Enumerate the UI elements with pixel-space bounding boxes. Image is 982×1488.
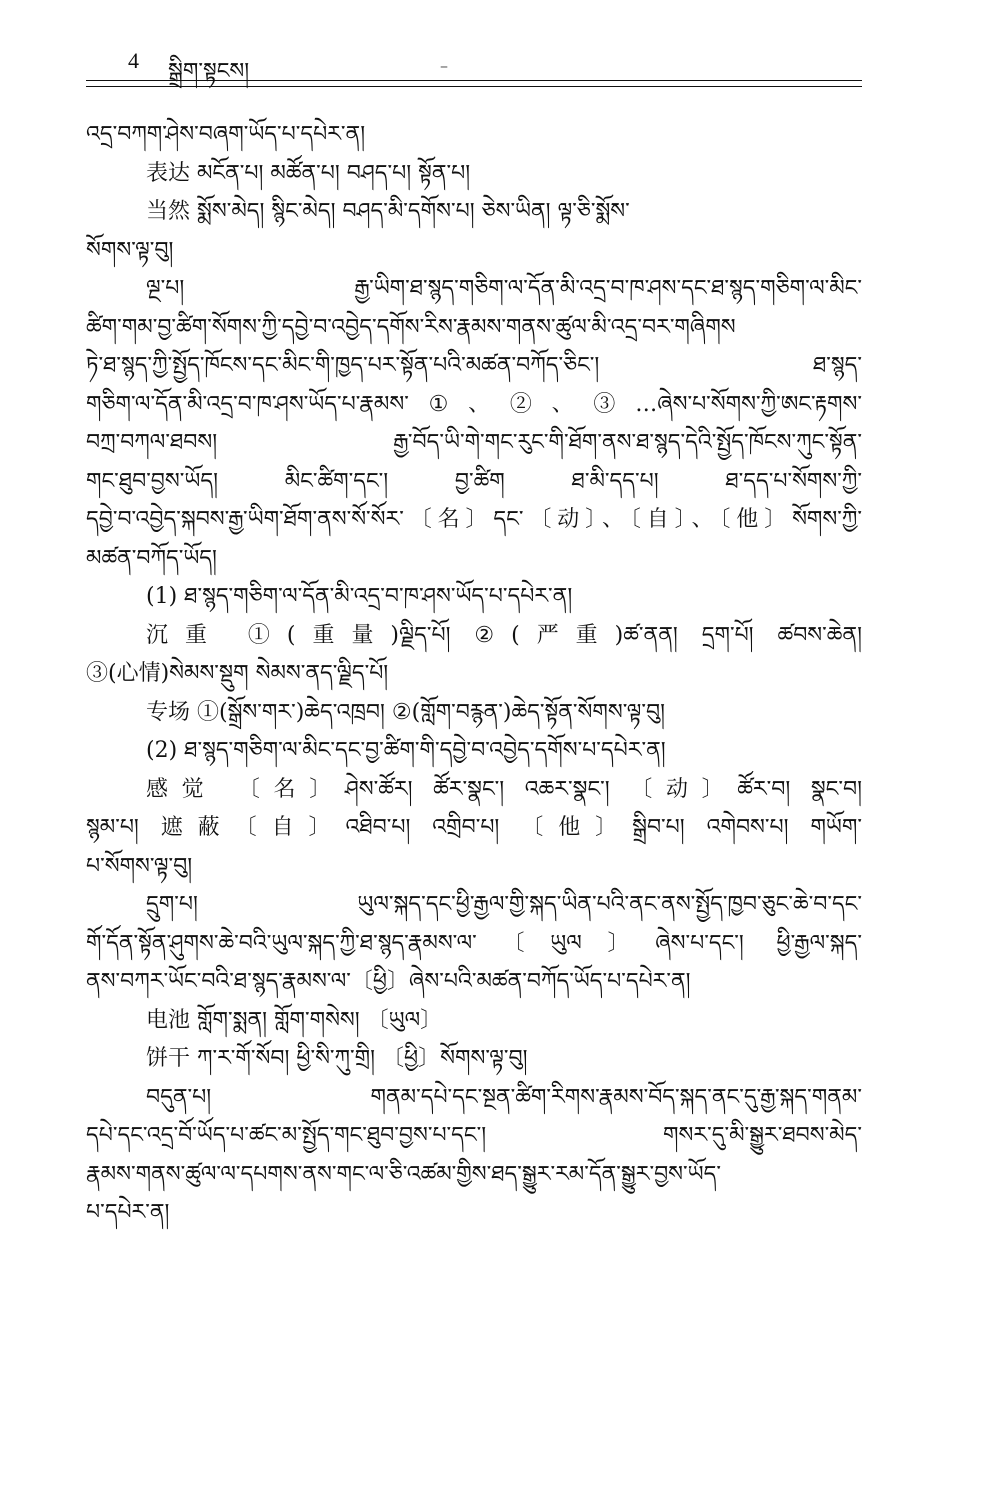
text-line: (1) ཐ་སྙད་གཅིག་ལ་དོན་མི་འདྲ་བ་ཁ་ཤས་ཡོད་པ་དཔེར་ན། xyxy=(146,584,573,609)
text-line: བཀྲ་བཀལ་ཐབས། རྒྱ་བོད་ཡི་གེ་གང་རུང་གི་ཐོག་ནས་ཐ་སྙད་དེའི་སྤྱོད་ཁོངས་ཀུང་སྟོན་ xyxy=(86,430,862,455)
text-line: 感觉 〔名〕ཤེས་ཚོར། ཚོར་སྣང་། འཆར་སྣང་། 〔动〕ཚོར་བ། སྣང་བ། xyxy=(146,776,862,802)
text-line: 专场 ①(སྒྲོས་གར་)ཆེད་འཁྲབ། ②(གློག་བརྙན་)ཆེད་སྟོན་སོགས་ལྟ་བུ། xyxy=(146,699,665,725)
text-line: ནས་བཀར་ཡོང་བའི་ཐ་སྙད་རྣམས་ལ་〔ཕྱི〕ཞེས་པའི་མཚན་བཀོད་ཡོད་པ་དཔེར་ན། xyxy=(86,969,691,994)
text-line: སྙམ་པ། 遮蔽〔自〕འཐིབ་པ། འགྲིབ་པ། 〔他〕སྒྲིབ་པ། འགེབས་པ། གཡོག་ xyxy=(86,815,862,840)
page-body xyxy=(86,116,862,1233)
text-line: 表达 མངོན་པ། མཚོན་པ། བཤད་པ། སྟོན་པ། xyxy=(146,160,471,186)
text-line: ཚིག་གམ་བྱ་ཚིག་སོགས་ཀྱི་དབྱེ་བ་འབྱེད་དགོས་རིས་རྣམས་གནས་ཚུལ་མི་འདྲ་བར་གཞིགས xyxy=(86,314,736,340)
header-rule-thick xyxy=(86,80,862,81)
text-line: པ་དཔེར་ན། xyxy=(86,1200,170,1225)
text-line: ③(心情)སེམས་སྡུག སེམས་ནད་ལྗིད་པོ། xyxy=(86,661,389,686)
text-line: གཅིག་ལ་དོན་མི་འདྲ་བ་ཁ་ཤས་ཡོད་པ་རྣམས་①、②、③…ཞེས་པ་སོགས་ཀྱི་ཨང་རྟགས་ xyxy=(86,391,862,417)
text-line: མཚན་བཀོད་ཡོད། xyxy=(86,545,217,571)
text-line: 电池 གློག་སྨན། གློག་གསེས། 〔ཡུལ〕 xyxy=(146,1007,443,1033)
text-line: (2) ཐ་སྙད་གཅིག་ལ་མིང་དང་བྱ་ཚིག་གི་དབྱེ་བ་འབྱེད་དགོས་པ་དཔེར་ན། xyxy=(146,738,666,763)
text-line: པ་སོགས་ལྟ་བུ། xyxy=(86,853,193,879)
text-line: སོགས་ལྟ་བུ། xyxy=(86,237,174,263)
text-line: 沉重 ①(重量)ལྗིད་པོ། ②(严重)ཚ་ནན། དྲག་པོ། ཚབས་ཆེན། xyxy=(146,622,862,648)
text-line: 饼干 ཀ་ར་གོ་སོབ། ཕྱི་སི་ཀུ་གྲི། 〔ཕྱི〕སོགས་ལྟ་བུ། xyxy=(146,1046,528,1071)
text-line: ཏེ་ཐ་སྙད་ཀྱི་སྤྱོད་ཁོངས་དང་མིང་གི་ཁྱད་པར་སྟོན་པའི་མཚན་བཀོད་ཅིང་། ཐ་སྙད་ xyxy=(86,353,862,378)
page-number: 4 xyxy=(128,48,139,73)
page-header xyxy=(86,36,862,96)
text-line: དྲུག་པ། ཡུལ་སྐད་དང་ཕྱི་རྒྱལ་གྱི་སྐད་ཡིན་པའི་ནང་ནས་སྤྱོད་ཁྱབ་ཅུང་ཆེ་བ་དང་ xyxy=(146,892,862,917)
text-line: 当然 སྨོས་མེད། སྙིང་མེད། བཤད་མི་དགོས་པ། ཅེས་ཡིན། ལྟ་ཅི་སྨོས་ xyxy=(146,199,630,224)
text-line: བདུན་པ། གནམ་དཔེ་དང་སྔན་ཚིག་རིགས་རྣམས་བོད་སྐད་ནང་དུ་རྒྱ་སྐད་གནམ་ xyxy=(146,1084,862,1110)
header-mark: – xyxy=(440,56,448,75)
text-line: གོ་དོན་སྟོན་ཤུགས་ཆེ་བའི་ཡུལ་སྐད་ཀྱི་ཐ་སྙད་རྣམས་ལ་〔ཡུལ〕ཞེས་པ་དང་། ཕྱི་རྒྱལ་སྐད་ xyxy=(86,930,862,956)
text-line: དཔེ་དང་འདྲ་བོ་ཡོད་པ་ཚང་མ་སྤྱོད་གང་ཐུབ་བྱས་པ་དང་། གསར་དུ་མི་སྒྱུར་ཐབས་མེད་ xyxy=(86,1123,862,1148)
text-line: རྣམས་གནས་ཚུལ་ལ་དཔགས་ནས་གང་ལ་ཅི་འཚམ་གྱིས་ཐད་སྒྱུར་རམ་དོན་སྒྱུར་བྱས་ཡོད་ xyxy=(86,1161,721,1187)
text-line: དབྱེ་བ་འབྱེད་སྐབས་རྒྱ་ཡིག་ཐོག་ནས་སོ་སོར་〔名〕དང་〔动〕、〔自〕、〔他〕སོགས་ཀྱི་ xyxy=(86,507,862,532)
text-line: གང་ཐུབ་བྱས་ཡོད། མིང་ཚིག་དང་། བྱ་ཚིག ཐ་མི་དད་པ། ཐ་དད་པ་སོགས་ཀྱི་ xyxy=(86,468,862,494)
header-rule-thin xyxy=(86,86,862,87)
text-line: འདྲ་བཀག་ཤེས་བཞག་ཡོད་པ་དཔེར་ན། xyxy=(86,122,366,147)
text-line: ལྔ་པ། རྒྱ་ཡིག་ཐ་སྙད་གཅིག་ལ་དོན་མི་འདྲ་བ་ཁ་ཤས་དང་ཐ་སྙད་གཅིག་ལ་མིང་ xyxy=(146,276,862,301)
running-title: སྒྲིག་སྟངས། xyxy=(168,59,250,84)
